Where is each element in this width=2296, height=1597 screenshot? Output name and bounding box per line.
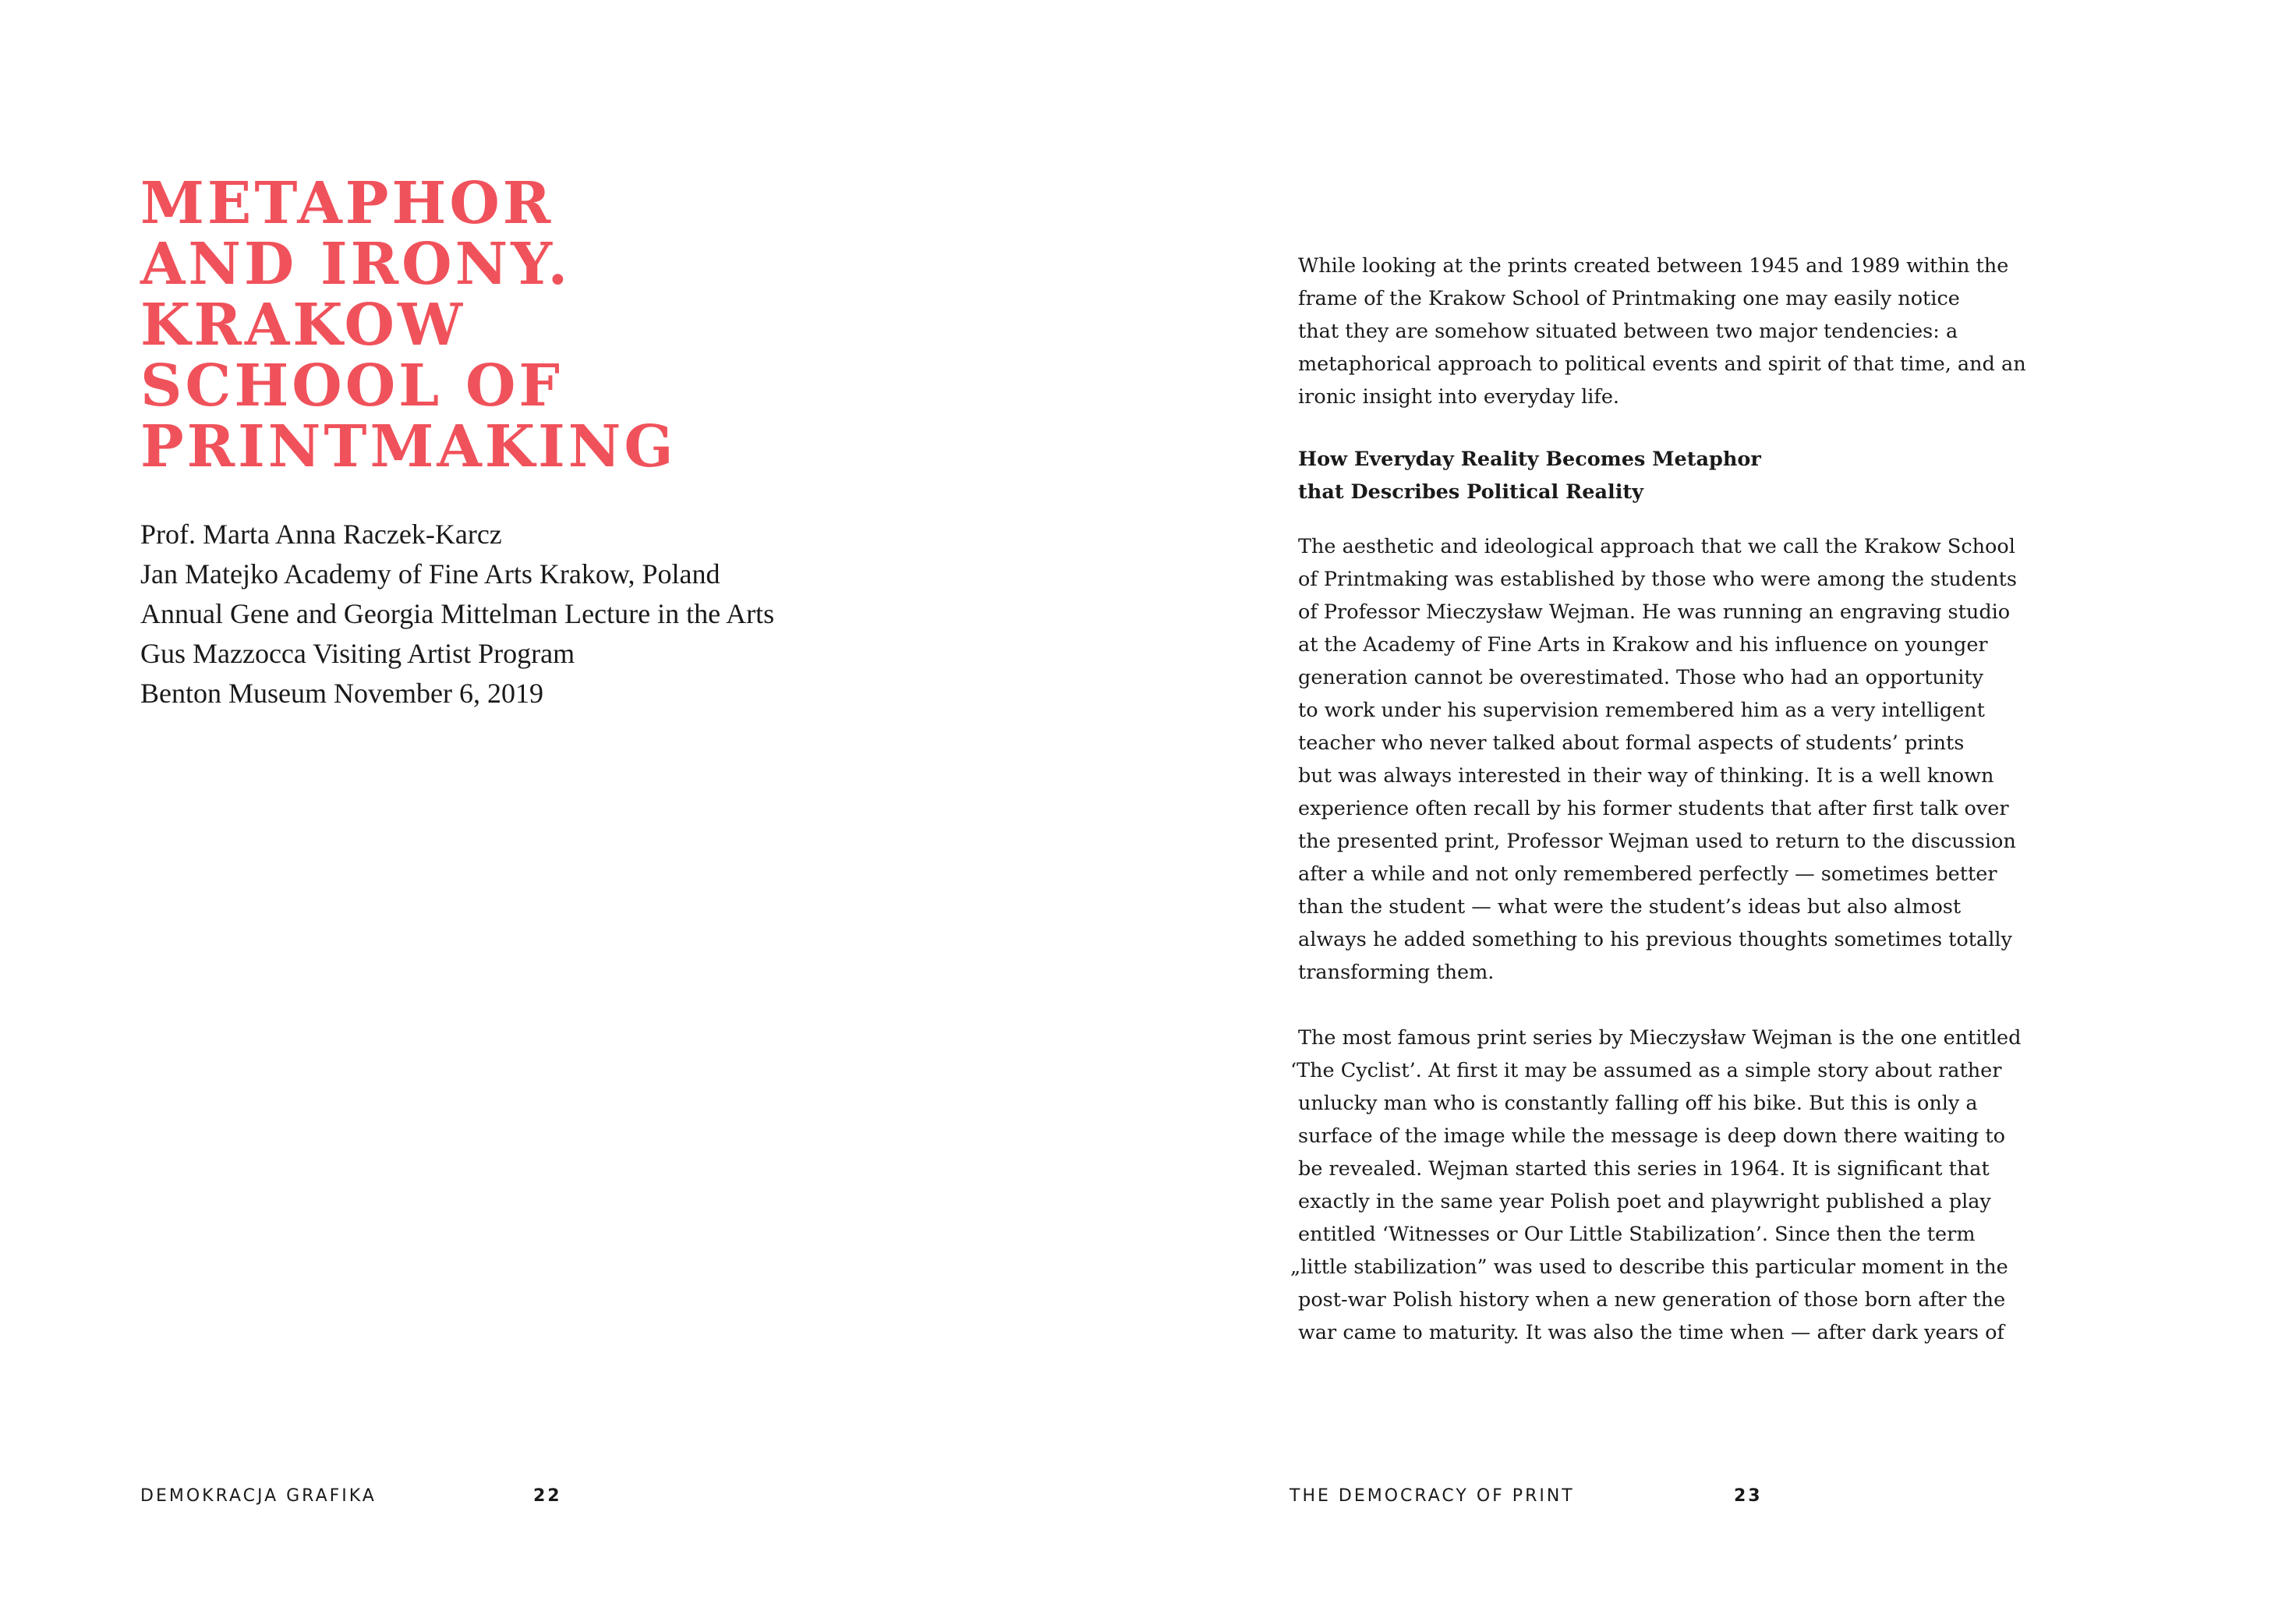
- text-line: be revealed. Wejman started this series in 1964. It is significant that: [1298, 1157, 1990, 1181]
- intro-paragraph: [1298, 250, 2078, 413]
- text-line: than the student — what were the student’s ideas but also almost: [1298, 895, 1962, 919]
- body-paragraph: [1290, 1022, 2078, 1349]
- text-line: of Printmaking was established by those who were among the students: [1298, 568, 2017, 591]
- page-number-left: 22: [533, 1486, 562, 1506]
- title-line: PRINTMAKING: [140, 413, 677, 480]
- subheading-line: that Describes Political Reality: [1298, 480, 1643, 504]
- text-line: to work under his supervision remembered him as a very intelligent: [1298, 699, 1985, 722]
- text-line: at the Academy of Fine Arts in Krakow and his influence on younger: [1298, 633, 1988, 657]
- text-line: teacher who never talked about formal aspects of students’ prints: [1298, 731, 1965, 755]
- credit-line: Benton Museum November 6, 2019: [140, 678, 543, 709]
- text-line: entitled ‘Witnesses or Our Little Stabilization’. Since then the term: [1298, 1223, 1976, 1246]
- credit-line: Annual Gene and Georgia Mittelman Lecture in the Arts: [140, 598, 775, 629]
- text-line: „little stabilization” was used to describe this particular moment in the: [1290, 1255, 2008, 1279]
- text-line: after a while and not only remembered perfectly — sometimes better: [1298, 862, 1997, 886]
- subheading-line: How Everyday Reality Becomes Metaphor: [1298, 448, 1761, 471]
- article-title: [140, 170, 677, 480]
- text-line: exactly in the same year Polish poet and playwright published a play: [1298, 1190, 1991, 1213]
- footer-publication-title: DEMOKRACJA GRAFIKA: [140, 1486, 377, 1506]
- text-line: ironic insight into everyday life.: [1298, 385, 1620, 409]
- text-line: The most famous print series by Mieczysław Wejman is the one entitled: [1298, 1026, 2022, 1050]
- text-line: of Professor Mieczysław Wejman. He was running an engraving studio: [1298, 600, 2011, 624]
- credit-line: Gus Mazzocca Visiting Artist Program: [140, 638, 575, 669]
- text-line: frame of the Krakow School of Printmaking one may easily notice: [1298, 287, 1960, 310]
- text-line: post-war Polish history when a new generation of those born after the: [1298, 1288, 2006, 1312]
- title-line: METAPHOR: [140, 170, 554, 237]
- text-line: always he added something to his previous thoughts sometimes totally: [1298, 928, 2012, 951]
- title-line: KRAKOW: [140, 292, 466, 359]
- text-line: the presented print, Professor Wejman used to return to the discussion: [1298, 830, 2016, 853]
- title-line: AND IRONY.: [140, 231, 571, 298]
- credit-line: Prof. Marta Anna Raczek-Karcz: [140, 519, 502, 550]
- body-paragraph: [1298, 530, 2078, 989]
- text-line: unlucky man who is constantly falling off his bike. But this is only a: [1298, 1092, 1978, 1115]
- title-line: SCHOOL OF: [140, 352, 563, 420]
- text-line: experience often recall by his former students that after first talk over: [1298, 797, 2009, 820]
- section-subheading: [1298, 443, 2078, 508]
- footer-publication-title: THE DEMOCRACY OF PRINT: [1290, 1486, 1575, 1506]
- text-line: The aesthetic and ideological approach that we call the Krakow School: [1298, 535, 2015, 558]
- page-number-right: 23: [1734, 1486, 1763, 1506]
- text-line: ‘The Cyclist’. At first it may be assumed as a simple story about rather: [1290, 1059, 2002, 1082]
- text-line: generation cannot be overestimated. Those who had an opportunity: [1298, 666, 1984, 689]
- text-line: surface of the image while the message is deep down there waiting to: [1298, 1124, 2005, 1148]
- text-line: that they are somehow situated between two major tendencies: a: [1298, 320, 1958, 343]
- author-credits: [140, 515, 774, 714]
- credit-line: Jan Matejko Academy of Fine Arts Krakow, Poland: [140, 558, 720, 590]
- text-line: war came to maturity. It was also the time when — after dark years of: [1298, 1321, 2004, 1344]
- text-line: but was always interested in their way of thinking. It is a well known: [1298, 764, 1994, 788]
- text-line: While looking at the prints created between 1945 and 1989 within the: [1298, 254, 2009, 278]
- text-line: transforming them.: [1298, 961, 1495, 984]
- text-line: metaphorical approach to political events and spirit of that time, and an: [1298, 352, 2026, 376]
- article-body: [1290, 250, 2078, 1349]
